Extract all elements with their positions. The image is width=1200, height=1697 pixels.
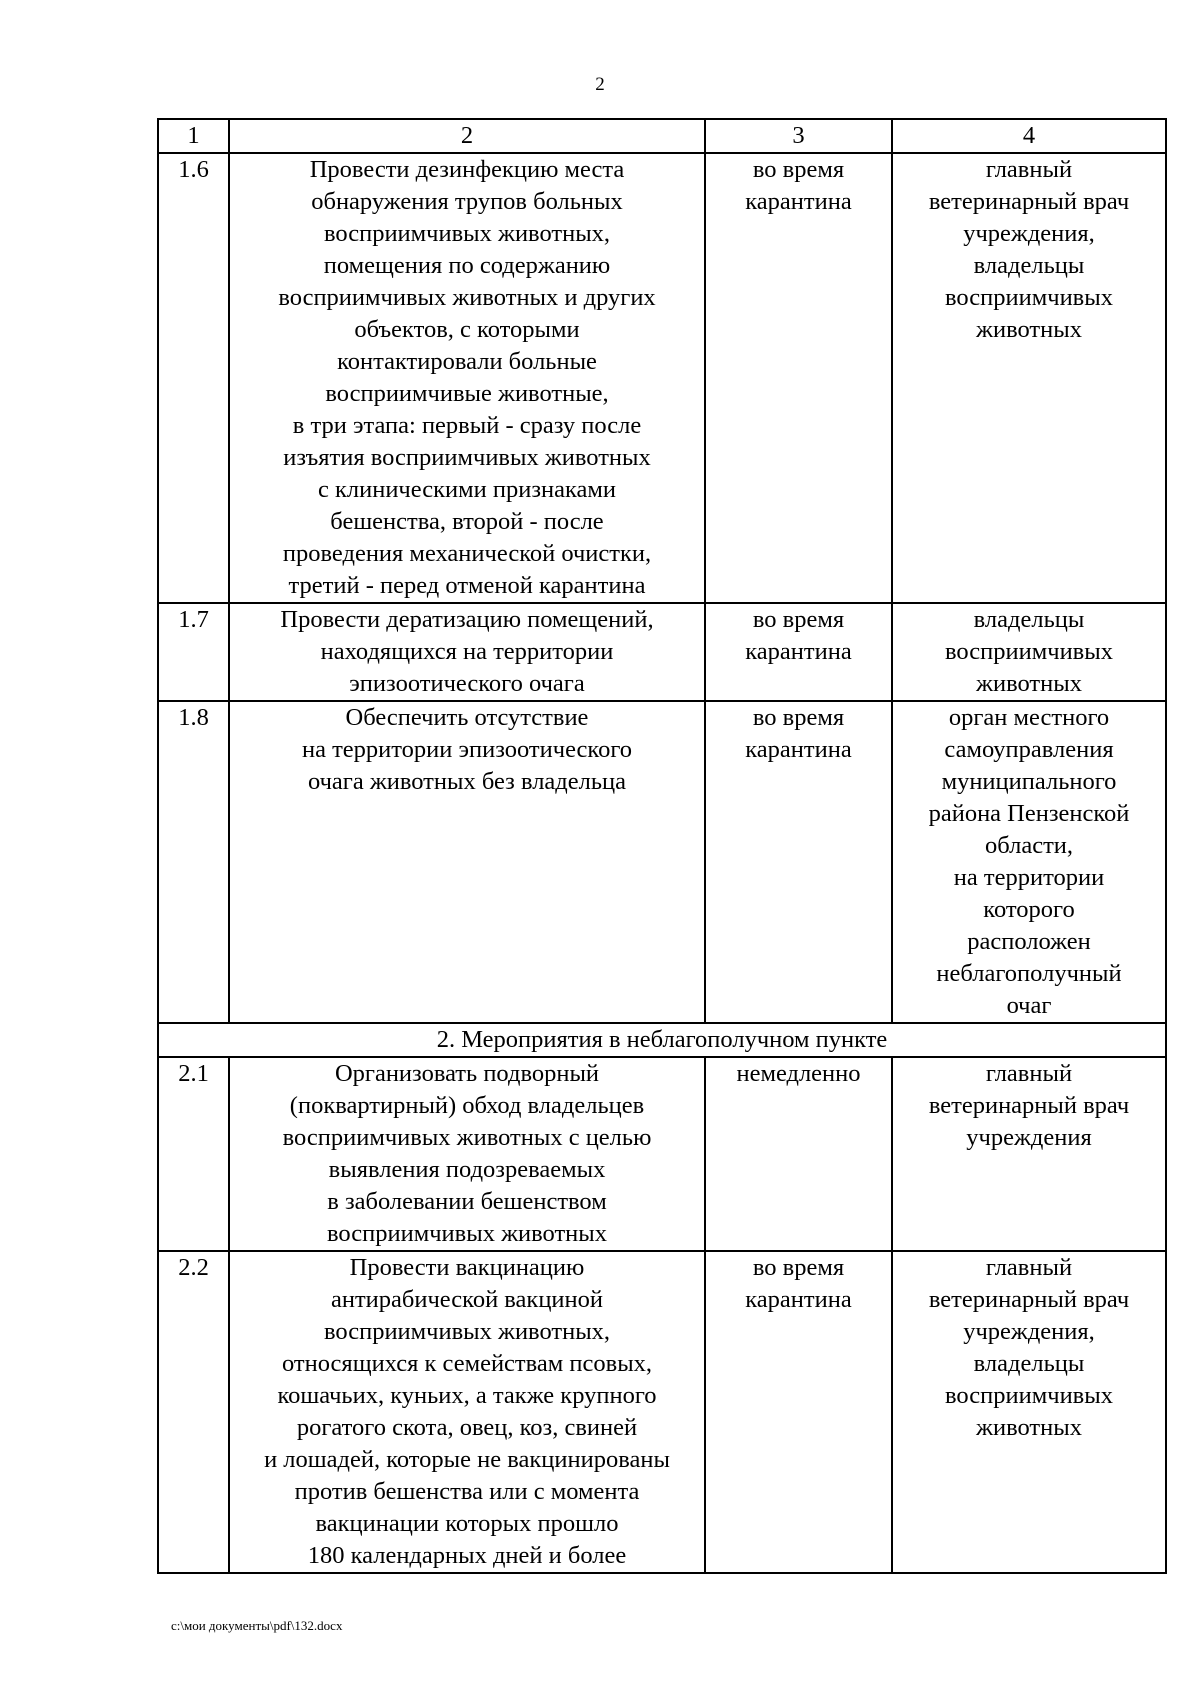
row-number: 1.7 xyxy=(158,603,229,701)
table-row xyxy=(158,603,1166,701)
row-term: во время карантина xyxy=(705,153,892,603)
row-term: во время карантина xyxy=(705,701,892,1023)
row-term: немедленно xyxy=(705,1057,892,1251)
row-term: во время карантина xyxy=(705,603,892,701)
row-term: во время карантина xyxy=(705,1251,892,1573)
row-number: 2.2 xyxy=(158,1251,229,1573)
row-responsible: владельцы восприимчивых животных xyxy=(892,603,1166,701)
section-heading: 2. Мероприятия в неблагополучном пункте xyxy=(158,1023,1166,1057)
table-row xyxy=(158,701,1166,1023)
row-number: 2.1 xyxy=(158,1057,229,1251)
row-action: Провести вакцинацию антирабической вакциной восприимчивых животных, относящихся к семействам псовых, кошачьих, куньих, а также крупного рогатого скота, овец, коз, свиней и лошадей, которые не вакцинированы против бешенства или с момента вакцинации которых прошло 180 календарных дней и более xyxy=(229,1251,705,1573)
page-number: 2 xyxy=(595,74,605,95)
measures-table xyxy=(157,118,1167,1574)
row-action: Провести дератизацию помещений, находящихся на территории эпизоотического очага xyxy=(229,603,705,701)
table-row xyxy=(158,1057,1166,1251)
row-responsible: орган местного самоуправления муниципального района Пензенской области, на территории которого расположен неблагополучный очаг xyxy=(892,701,1166,1023)
footer-file-path: c:\мои документы\pdf\132.docx xyxy=(171,1618,343,1633)
column-number-3: 3 xyxy=(705,119,892,153)
column-number-4: 4 xyxy=(892,119,1166,153)
row-number: 1.8 xyxy=(158,701,229,1023)
section-heading-row xyxy=(158,1023,1166,1057)
table-row xyxy=(158,153,1166,603)
row-responsible: главный ветеринарный врач учреждения xyxy=(892,1057,1166,1251)
row-responsible: главный ветеринарный врач учреждения, владельцы восприимчивых животных xyxy=(892,153,1166,603)
row-action: Организовать подворный (поквартирный) обход владельцев восприимчивых животных с целью выявления подозреваемых в заболевании бешенством восприимчивых животных xyxy=(229,1057,705,1251)
row-action: Провести дезинфекцию места обнаружения трупов больных восприимчивых животных, помещения по содержанию восприимчивых животных и других объектов, с которыми контактировали больные восприимчивые животные, в три этапа: первый - сразу после изъятия восприимчивых животных с клиническими признаками бешенства, второй - после проведения механической очистки, третий - перед отменой карантина xyxy=(229,153,705,603)
row-responsible: главный ветеринарный врач учреждения, владельцы восприимчивых животных xyxy=(892,1251,1166,1573)
table-header-row xyxy=(158,119,1166,153)
column-number-2: 2 xyxy=(229,119,705,153)
row-action: Обеспечить отсутствие на территории эпизоотического очага животных без владельца xyxy=(229,701,705,1023)
row-number: 1.6 xyxy=(158,153,229,603)
column-number-1: 1 xyxy=(158,119,229,153)
table-row xyxy=(158,1251,1166,1573)
